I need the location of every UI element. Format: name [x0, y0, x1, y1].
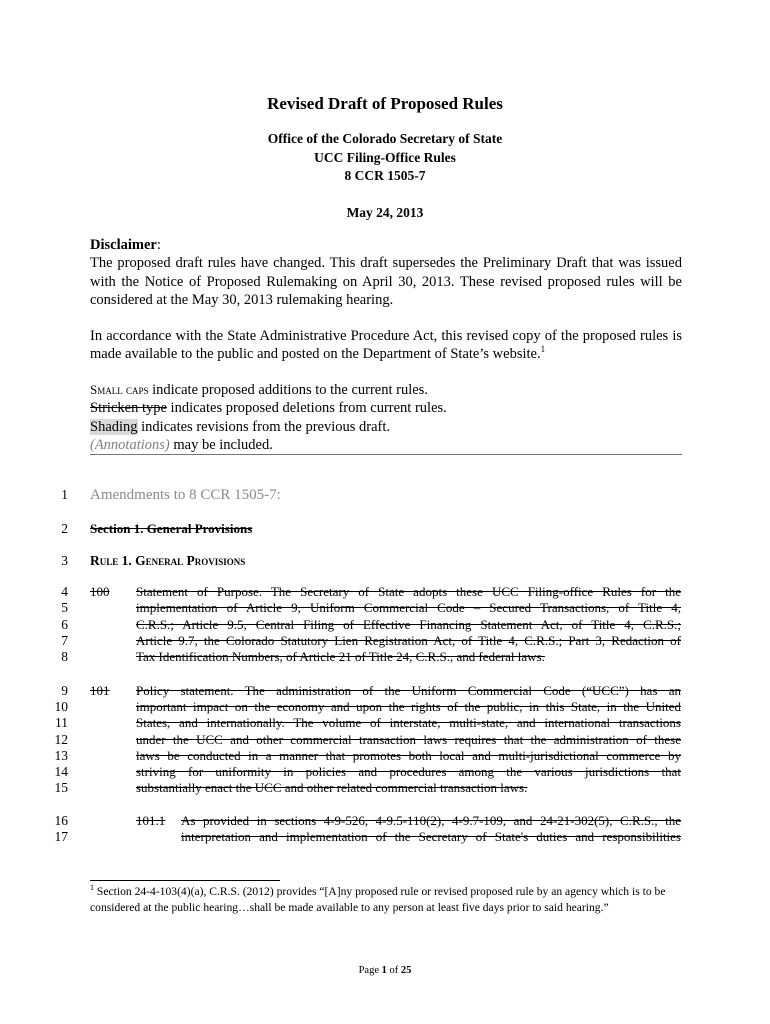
formatting-legend [90, 381, 682, 455]
footnote-reference: 1 [540, 344, 546, 355]
line-number: 3 [61, 553, 68, 568]
paragraph-line: striving for uniformity in policies and procedures among the various jurisdictions that [136, 764, 681, 779]
line-number: 14 [54, 764, 68, 779]
legend-small-caps-word: Small caps [90, 382, 149, 397]
legend-annotations-desc: may be included. [169, 437, 273, 454]
footnote-text: Section 24-4-103(4)(a), C.R.S. (2012) provides “[A]ny proposed rule or revised proposed rule by an agency which is to be considered at the public hearing…shall be made available to any person at least five days prior to said hearing.” [90, 885, 666, 914]
legend-annotations-word: (Annotations) [90, 437, 170, 454]
document-title: Revised Draft of Proposed Rules [267, 94, 503, 113]
line-number: 6 [61, 617, 68, 632]
paragraph-line: Article 9.7, the Colorado Statutory Lien Registration Act, of Title 4, C.R.S.; Part 3, Redaction of [136, 633, 681, 648]
line-number: 13 [54, 748, 68, 763]
office-heading [0, 130, 770, 186]
line-number: 5 [61, 600, 68, 615]
line-number: 10 [54, 699, 68, 714]
subparagraph-number: 101.1 [136, 813, 166, 828]
line-number: 4 [61, 584, 68, 599]
line-number: 15 [54, 780, 68, 795]
line-number: 11 [55, 715, 68, 730]
paragraph-number: 100 [90, 584, 110, 599]
paragraph-line: States, and internationally. The volume of interstate, multi-state, and international transactions [136, 715, 681, 730]
line-number: 2 [61, 521, 68, 536]
page-of: of [386, 965, 401, 976]
line-number: 17 [54, 829, 68, 844]
page-current: 1 [381, 965, 387, 976]
line-number: 12 [54, 732, 68, 747]
paragraph-line: laws be conducted in a manner that promotes both local and multi-jurisdictional commerce by [136, 748, 681, 763]
footnote-mark: 1 [90, 883, 94, 893]
paragraph-line: implementation of Article 9, Uniform Commercial Code – Secured Transactions, of Title 4, [136, 600, 681, 615]
disclaimer-heading: Disclaimer [90, 237, 157, 253]
paragraph-line: substantially enact the UCC and other related commercial transaction laws. [136, 780, 528, 795]
amendments-heading: Amendments to 8 CCR 1505-7: [90, 487, 281, 503]
line-number: 16 [54, 813, 68, 828]
legend-shading-word: Shading [90, 418, 138, 435]
legend-stricken-desc: indicates proposed deletions from current rules. [166, 400, 447, 417]
legend-divider [90, 454, 682, 455]
rules-name: UCC Filing-Office Rules [314, 149, 456, 165]
rules-citation: 8 CCR 1505-7 [344, 168, 426, 183]
document-date: May 24, 2013 [346, 205, 424, 220]
footnote-divider [90, 880, 280, 881]
legend-shading-desc: indicates revisions from the previous draft. [137, 418, 391, 435]
legend-stricken-word: Stricken type [90, 400, 167, 417]
paragraph-line: Policy statement. The administration of the Uniform Commercial Code (“UCC”) has an [136, 683, 681, 698]
line-number: 1 [61, 487, 68, 502]
page-label: Page [358, 965, 382, 976]
disclaimer-text: The proposed draft rules have changed. This draft supersedes the Preliminary Draft that was issued with the Notice of Proposed Rulemaking on April 30, 2013. These revised proposed rules will be considered at the May 30, 2013 rulemaking hearing. [90, 255, 682, 309]
paragraph-line: under the UCC and other commercial transaction laws requires that the administration of these [136, 732, 681, 747]
paragraph-line: interpretation and implementation of the Secretary of State's duties and responsibilities [181, 829, 681, 844]
paragraph-line: Statement of Purpose. The Secretary of State adopts these UCC Filing-office Rules for the [136, 584, 681, 599]
page-total: 25 [400, 965, 412, 976]
legend-small-caps-desc: indicate proposed additions to the current rules. [148, 382, 428, 398]
legend-shading [90, 418, 682, 436]
legend-annotations [90, 436, 682, 454]
line-number: 7 [61, 633, 68, 648]
paragraph-line: important impact on the economy and upon the rights of the public, in this State, in the United [136, 699, 681, 714]
paragraph-line: As provided in sections 4-9-526, 4-9.5-110(2), 4-9.7-109, and 24-21-302(5), C.R.S., the [181, 813, 681, 828]
disclaimer-colon: : [156, 237, 161, 253]
page-number [0, 965, 770, 976]
section-heading: Section 1. General Provisions [90, 521, 253, 536]
line-number: 8 [61, 649, 68, 664]
legend-stricken [90, 399, 682, 417]
accordance-text: In accordance with the State Administrative Procedure Act, this revised copy of the proposed rules is made available to the public and posted on the Department of State’s website. [90, 328, 682, 363]
paragraph-line: C.R.S.; Article 9.5, Central Filing of Effective Financing Statement Act, of Title 4, C.R.S.; [136, 617, 681, 632]
line-number: 9 [61, 683, 68, 698]
paragraph-line: Tax Identification Numbers, of Article 21 of Title 24, C.R.S., and federal laws. [136, 649, 545, 664]
accordance-paragraph [90, 327, 682, 364]
paragraph-number: 101 [90, 683, 110, 698]
office-name: Office of the Colorado Secretary of State [267, 131, 503, 146]
legend-small-caps [90, 381, 682, 399]
footnote [90, 884, 685, 915]
disclaimer-section [90, 236, 682, 310]
rule-heading: Rule 1. General Provisions [90, 553, 246, 568]
